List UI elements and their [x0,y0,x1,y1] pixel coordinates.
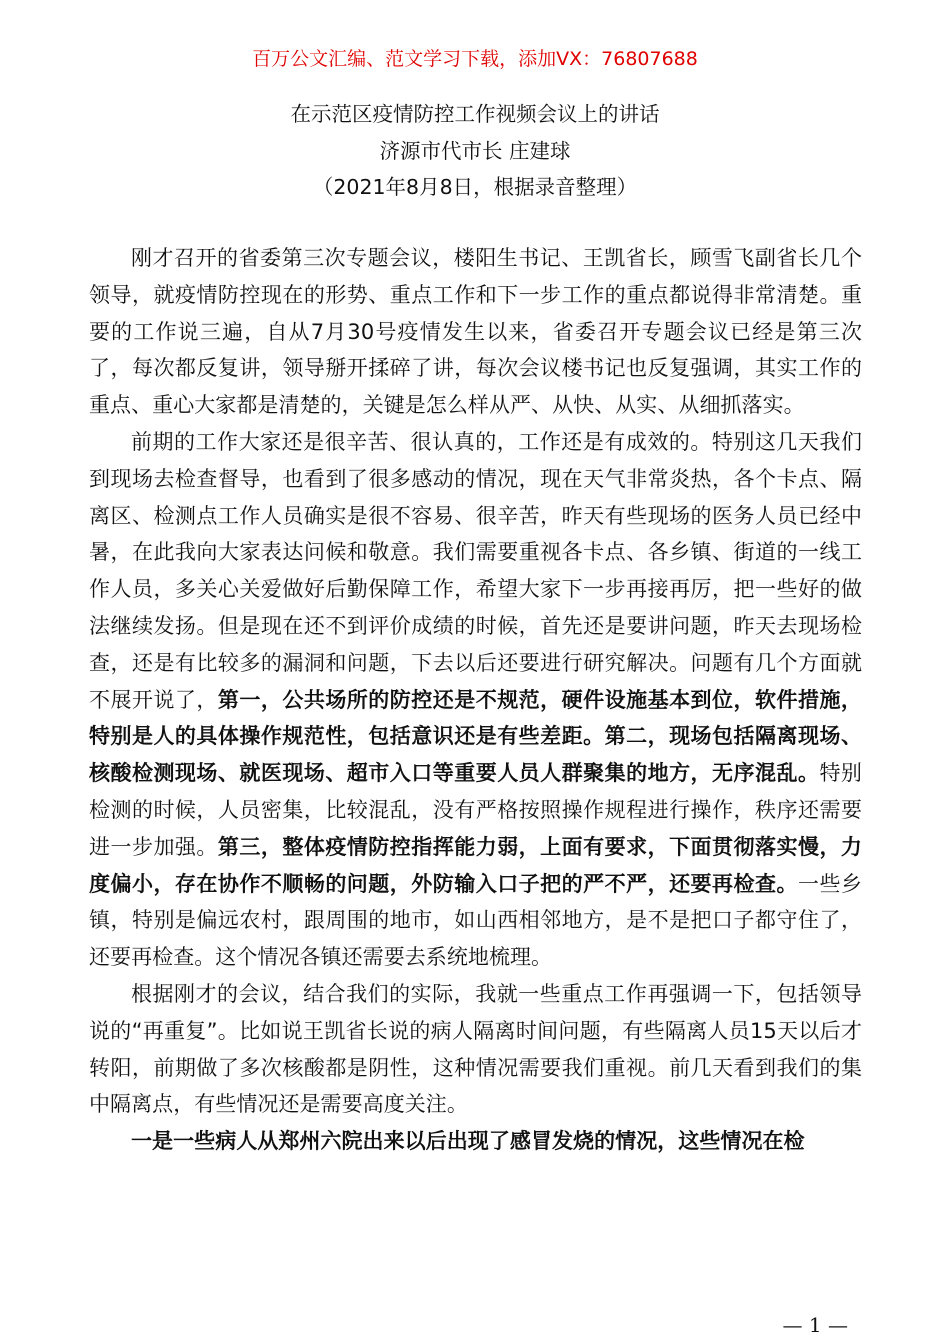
paragraph-3: 根据刚才的会议，结合我们的实际，我就一些重点工作再强调一下，包括领导说的“再重复”。比如说王凯省长说的病人隔离时间问题，有些隔离人员15天以后才转阳，前期做了多次核酸都是阴性，这种情况需要我们重视。前几天看到我们的集中隔离点，有些情况还是需要高度关注。 [89,981,862,1117]
paragraph-2-text: 前期的工作大家还是很辛苦、很认真的，工作还是有成效的。特别这几天我们到现场去检查督导，也看到了很多感动的情况，现在天气非常炎热，各个卡点、隔离区、检测点工作人员确实是很不容易、很辛苦，昨天有些现场的医务人员已经中暑，在此我向大家表达问候和敬意。我们需要重视各卡点、各乡镇、街道的一线工作人员，多关心关爱做好后勤保障工作，希望大家下一步再接再厉，把一些好的做法继续发扬。但是现在还不到评价成绩的时候，首先还是要讲问题，昨天去现场检查，还是有比较多的漏洞和问题，下去以后还要进行研究解决。问题有几个方面就不展开说了， [89,429,862,712]
paragraph-1: 刚才召开的省委第三次专题会议，楼阳生书记、王凯省长，顾雪飞副省长几个领导，就疫情防控现在的形势、重点工作和下一步工作的重点都说得非常清楚。重要的工作说三遍，自从7月30号疫情发生以来，省委召开专题会议已经是第三次了，每次都反复讲，领导掰开揉碎了讲，每次会议楼书记也反复强调，其实工作的重点、重心大家都是清楚的，关键是怎么样从严、从快、从实、从细抓落实。 [89,246,862,418]
author-line: 济源市代市长 庄建球 [379,139,571,163]
paragraph-2-bold-point-3: 第三，整体疫情防控指挥能力弱，上面有要求，下面贯彻落实慢，力度偏小，存在协作不顺畅的问题，外防输入口子把的严不严，还要再检查。 [89,834,862,896]
page-number: — 1 — [782,1313,848,1337]
paragraph-4 [89,1123,862,1160]
paragraph-2-text-3: 一些乡镇，特别是偏远农村，跟周围的地市，如山西相邻地方，是不是把口子都守住了，还要再检查。这个情况各镇还需要去系统地梳理。 [89,871,862,970]
paragraph-4-bold: 一是一些病人从郑州六院出来以后出现了感冒发烧的情况，这些情况在检 [131,1129,805,1154]
paragraph-2-bold-points: 第一，公共场所的防控还是不规范，硬件设施基本到位，软件措施，特别是人的具体操作规范性，包括意识还是有些差距。第二，现场包括隔离现场、核酸检测现场、就医现场、超市入口等重要人员人群聚集的地方，无序混乱。 [89,687,862,786]
document-body [89,240,862,1160]
header-banner: 百万公文汇编、范文学习下载，添加VX：76807688 [252,48,698,70]
document-title: 在示范区疫情防控工作视频会议上的讲话 [290,102,660,126]
date-note: （2021年8月8日，根据录音整理） [312,175,638,199]
paragraph-2-text-2: 特别检测的时候，人员密集，比较混乱，没有严格按照操作规程进行操作，秩序还需要进一步加强。 [89,761,862,859]
paragraph-2 [89,424,862,976]
